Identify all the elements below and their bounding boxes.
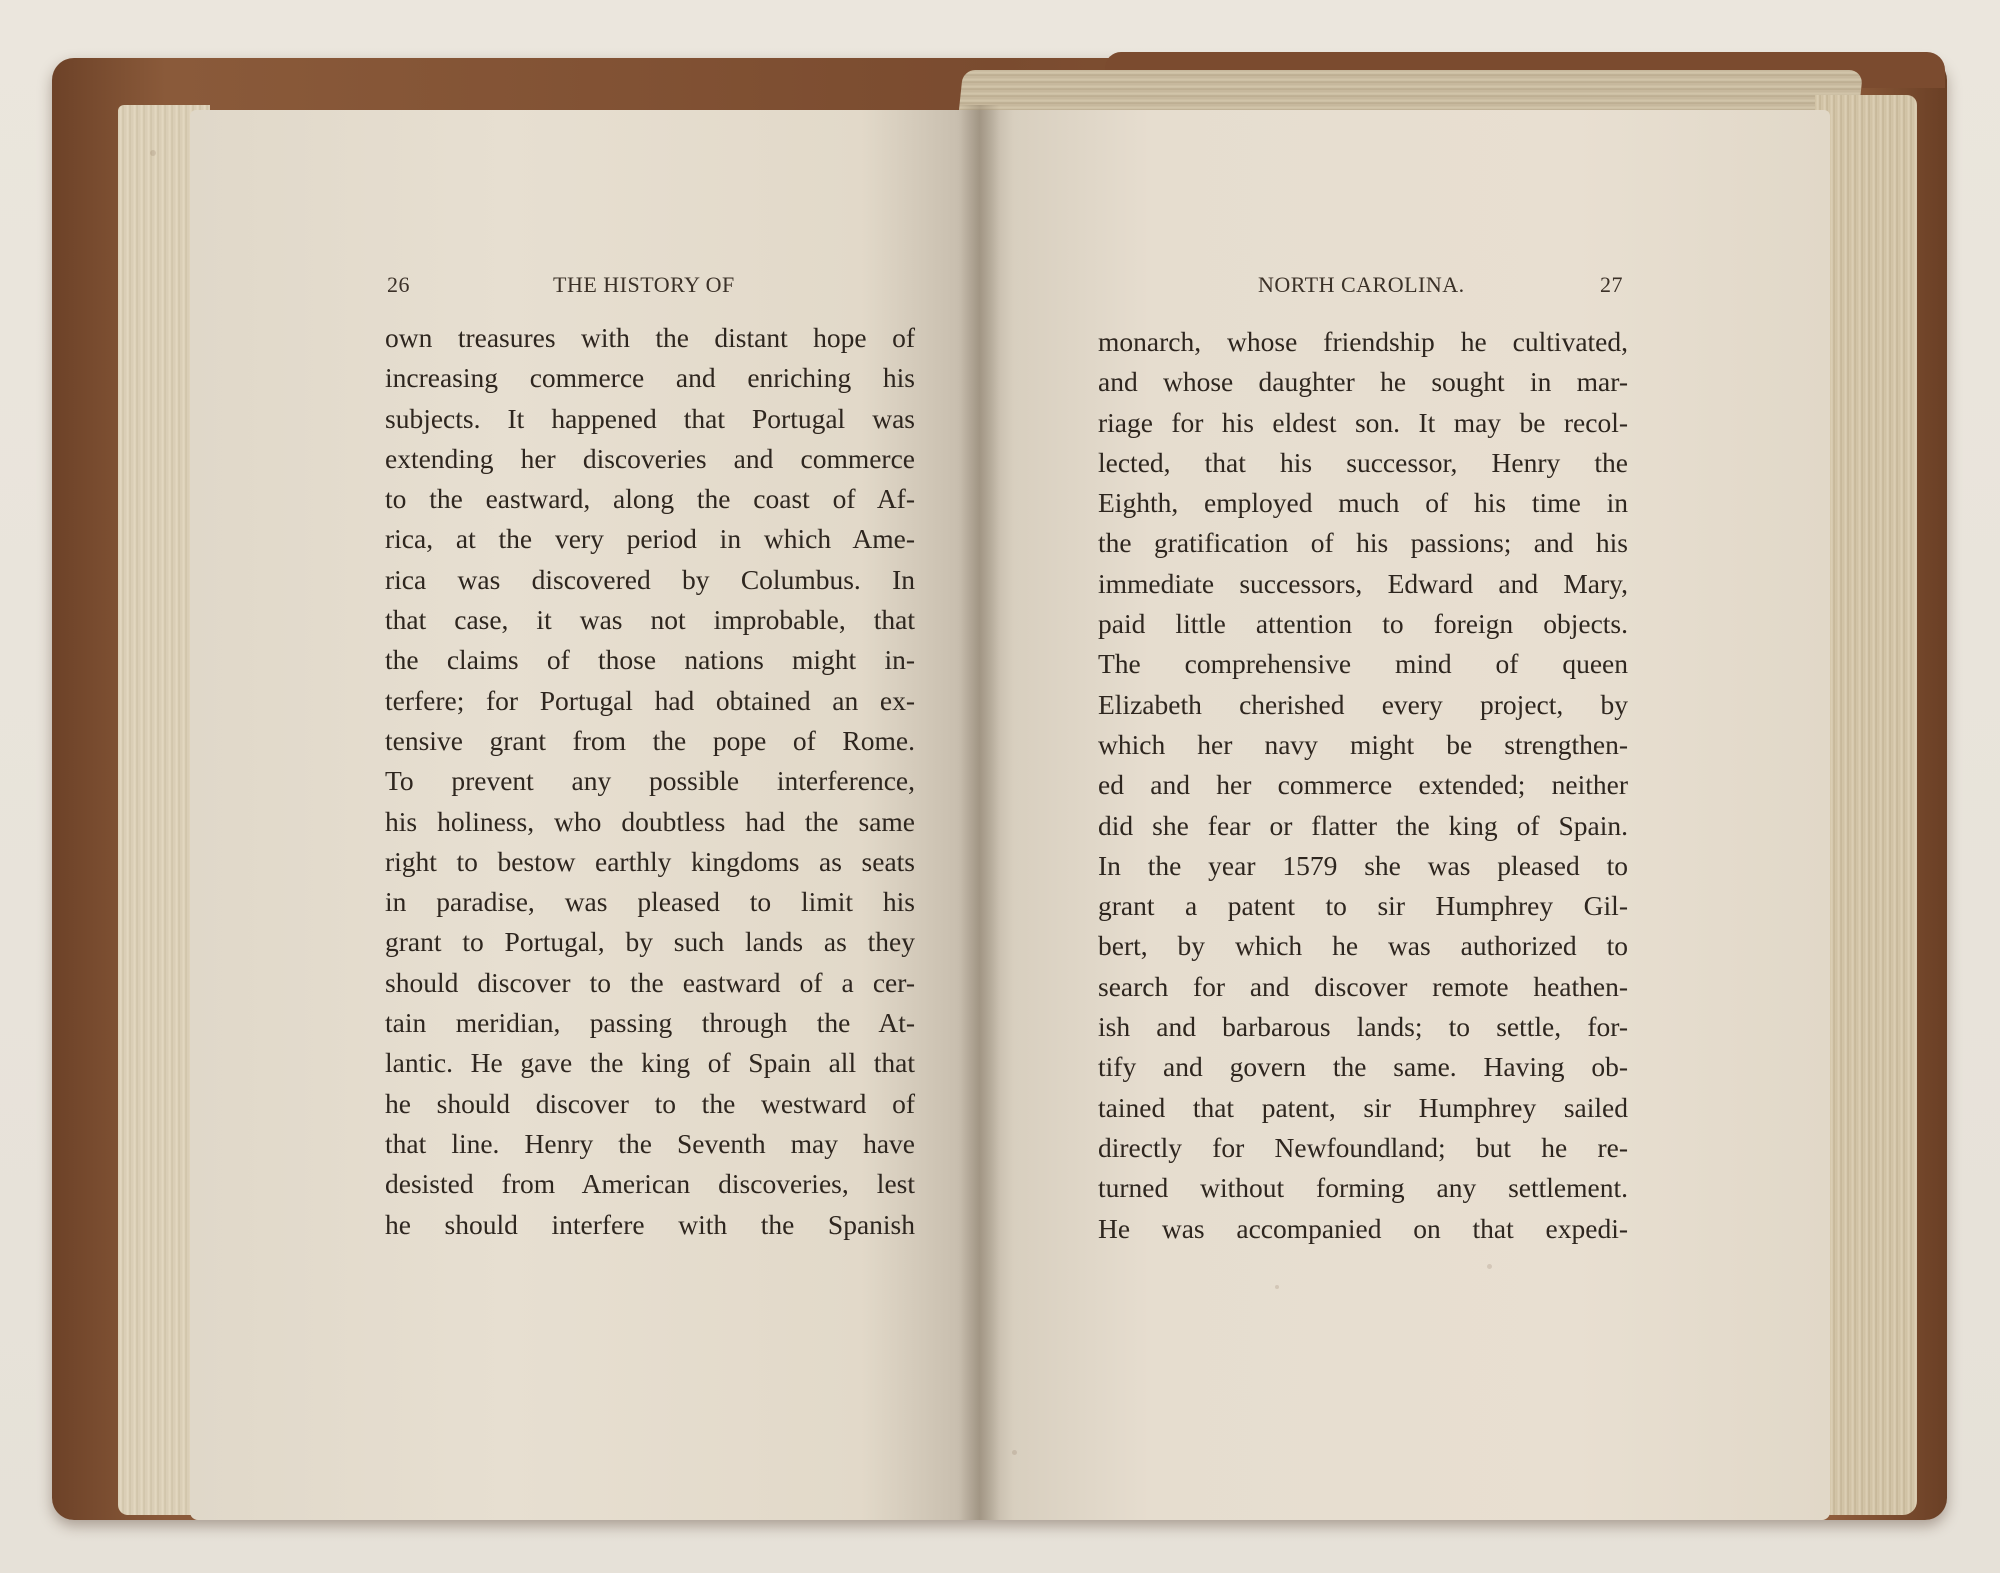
left-running-head: THE HISTORY OF	[553, 272, 735, 297]
text-line: he should discover to the westward of	[385, 1087, 915, 1119]
text-line: own treasures with the distant hope of	[385, 322, 915, 353]
text-line: in paradise, was pleased to limit his	[385, 886, 915, 918]
text-line: rica, at the very period in which Ame-	[385, 523, 915, 555]
text-line: grant a patent to sir Humphrey Gil-	[1098, 890, 1628, 922]
text-line: rica was discovered by Columbus. In	[385, 563, 915, 595]
text-line: grant to Portugal, by such lands as they	[385, 926, 915, 958]
text-line: the gratification of his passions; and his	[1098, 527, 1628, 559]
foxing-spot	[1487, 1264, 1492, 1269]
right-page-number: 27	[1600, 272, 1623, 297]
book-gutter	[960, 105, 1000, 1520]
text-line: lected, that his successor, Henry the	[1098, 446, 1628, 478]
text-line: tensive grant from the pope of Rome.	[385, 724, 915, 756]
foxing-spot	[150, 150, 156, 156]
text-line: paid little attention to foreign objects.	[1098, 608, 1628, 640]
text-line: Eighth, employed much of his time in	[1098, 487, 1628, 519]
text-line: lantic. He gave the king of Spain all that	[385, 1047, 915, 1079]
right-page-text	[1098, 322, 1628, 1249]
text-line: desisted from American discoveries, lest	[385, 1168, 915, 1200]
text-line: In the year 1579 she was pleased to	[1098, 849, 1628, 881]
text-line: did she fear or flatter the king of Spain.	[1098, 809, 1628, 841]
text-line: Elizabeth cherished every project, by	[1098, 688, 1628, 720]
text-line: directly for Newfoundland; but he re-	[1098, 1131, 1628, 1163]
text-line: to the eastward, along the coast of Af-	[385, 483, 915, 515]
text-line: increasing commerce and enriching his	[385, 362, 915, 394]
text-line: ed and her commerce extended; neither	[1098, 769, 1628, 801]
left-page-number: 26	[387, 272, 410, 297]
text-line: He was accompanied on that expedi-	[1098, 1212, 1628, 1244]
foxing-spot	[1275, 1285, 1279, 1289]
text-line: The comprehensive mind of queen	[1098, 648, 1628, 680]
text-line: should discover to the eastward of a cer-	[385, 966, 915, 998]
text-line: which her navy might be strengthen-	[1098, 728, 1628, 760]
text-line: and whose daughter he sought in mar-	[1098, 366, 1628, 398]
text-line: To prevent any possible interference,	[385, 765, 915, 797]
text-line: turned without forming any settlement.	[1098, 1172, 1628, 1204]
text-line: that case, it was not improbable, that	[385, 604, 915, 636]
text-line: extending her discoveries and commerce	[385, 442, 915, 474]
text-line: he should interfere with the Spanish	[385, 1208, 915, 1240]
text-line: monarch, whose friendship he cultivated,	[1098, 326, 1628, 357]
text-line: riage for his eldest son. It may be recol-	[1098, 406, 1628, 438]
text-line: right to bestow earthly kingdoms as seats	[385, 845, 915, 877]
text-line: tify and govern the same. Having ob-	[1098, 1051, 1628, 1083]
text-line: bert, by which he was authorized to	[1098, 930, 1628, 962]
text-line: terfere; for Portugal had obtained an ex-	[385, 684, 915, 716]
text-line: tain meridian, passing through the At-	[385, 1007, 915, 1039]
text-line: search for and discover remote heathen-	[1098, 970, 1628, 1002]
right-running-head: NORTH CAROLINA.	[1258, 272, 1465, 297]
text-line: tained that patent, sir Humphrey sailed	[1098, 1091, 1628, 1123]
text-line: his holiness, who doubtless had the same	[385, 805, 915, 837]
foxing-spot	[1012, 1450, 1017, 1455]
right-page-block-edges	[1815, 95, 1917, 1515]
text-line: the claims of those nations might in-	[385, 644, 915, 676]
text-line: ish and barbarous lands; to settle, for-	[1098, 1011, 1628, 1043]
text-line: subjects. It happened that Portugal was	[385, 402, 915, 434]
left-page-text	[385, 318, 915, 1245]
text-line: immediate successors, Edward and Mary,	[1098, 567, 1628, 599]
text-line: that line. Henry the Seventh may have	[385, 1127, 915, 1159]
